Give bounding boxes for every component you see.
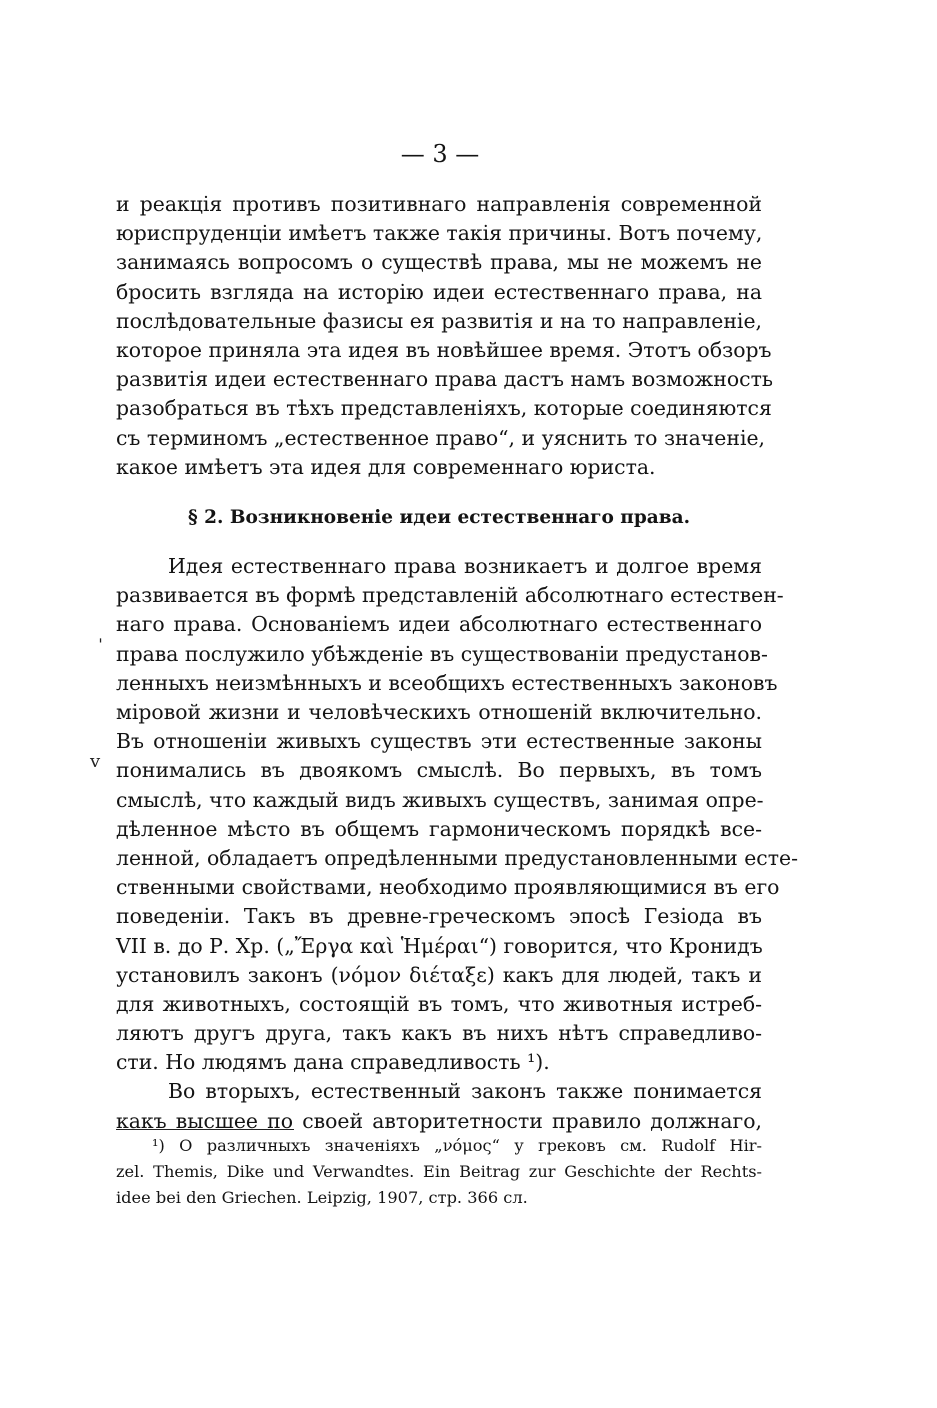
section-heading: § 2. Возникновеніе идеи естественнаго права. [187, 506, 691, 528]
text-line: съ терминомъ „естественное право“, и уяснить то значеніе, [116, 425, 766, 450]
footnote-line: idee bei den Griechen. Leipzig, 1907, стр. 366 сл. [116, 1188, 528, 1207]
text-line: бросить взгляда на исторію идеи естественнаго права, на [116, 279, 762, 304]
text-line: наго права. Основаніемъ идеи абсолютнаго естественнаго [116, 612, 762, 637]
margin-check-mark: v [90, 751, 101, 772]
text-line: развивается въ формѣ представленій абсолютнаго естествен- [116, 583, 784, 608]
text-line: разобраться въ тѣхъ представленіяхъ, которые соединяются [116, 396, 772, 421]
text-line: какъ высшее по своей авторитетности правило должнаго, [116, 1108, 762, 1133]
text-line: смыслѣ, что каждый видъ живыхъ существъ, занимая опре- [116, 787, 764, 812]
body-text [116, 190, 798, 1136]
text-line: послѣдовательные фазисы ея развитія и на то направленіе, [116, 308, 762, 333]
text-line: Во вторыхъ, естественный законъ также понимается [168, 1079, 762, 1104]
text-line: поведеніи. Такъ въ древне-греческомъ эпосѣ Гезіода въ [116, 904, 762, 929]
text-line: развитія идеи естественнаго права дастъ намъ возможность [116, 367, 773, 392]
text-line: понимались въ двоякомъ смыслѣ. Во первыхъ, въ томъ [116, 758, 762, 783]
paragraph-2 [116, 552, 798, 1077]
text-line: міровой жизни и человѣческихъ отношеній включительно. [116, 700, 762, 724]
text-line: VII в. до Р. Хр. („Ἔργα καὶ Ἡμέραι“) говорится, что Кронидъ [116, 933, 763, 958]
text-line: ляютъ другъ друга, такъ какъ въ нихъ нѣтъ справедливо- [116, 1021, 762, 1046]
text-line: юриспруденціи имѣетъ также такія причины. Вотъ почему, [116, 221, 763, 246]
text-line: занимаясь вопросомъ о существѣ права, мы не можемъ не [116, 250, 762, 275]
text-line: Идея естественнаго права возникаетъ и долгое время [168, 554, 762, 579]
text-line: права послужило убѣжденіе въ существованіи предустанов- [116, 641, 768, 666]
text-line: сти. Но людямъ дана справедливость ¹). [116, 1050, 550, 1075]
footnote-line: ¹) О различныхъ значеніяхъ „νόμος“ у грековъ см. Rudolf Hir- [152, 1136, 762, 1155]
text-line: какое имѣетъ эта идея для современнаго юриста. [116, 454, 656, 479]
text-line: ленныхъ неизмѣнныхъ и всеобщихъ естественныхъ законовъ [116, 670, 778, 695]
text-line: ленной, обладаетъ опредѣленными предустановленными есте- [116, 845, 798, 870]
page-number: — 3 — [400, 140, 480, 168]
paragraph-3 [116, 1077, 762, 1135]
text-line: Въ отношеніи живыхъ существъ эти естественные законы [116, 729, 762, 754]
footnote-divider [116, 1129, 294, 1130]
text-line: которое приняла эта идея въ новѣйшее время. Этотъ обзоръ [116, 337, 772, 362]
text-line: дѣленное мѣсто въ общемъ гармоническомъ порядкѣ все- [116, 816, 762, 841]
text-line: для животныхъ, состоящій въ томъ, что животныя истреб- [116, 991, 762, 1016]
paragraph-1 [116, 190, 773, 482]
text-line: и реакція противъ позитивнаго направленія современной [116, 192, 762, 216]
footnote-line: zel. Themis, Dike und Verwandtes. Ein Beitrag zur Geschichte der Rechts- [116, 1162, 762, 1181]
footnote [116, 1133, 762, 1211]
text-line: установилъ законъ (νόμον διέταξε) какъ для людей, такъ и [116, 962, 762, 987]
text-line: ственными свойствами, необходимо проявляющимися въ его [116, 875, 780, 900]
margin-mark: ˈ [98, 636, 103, 657]
